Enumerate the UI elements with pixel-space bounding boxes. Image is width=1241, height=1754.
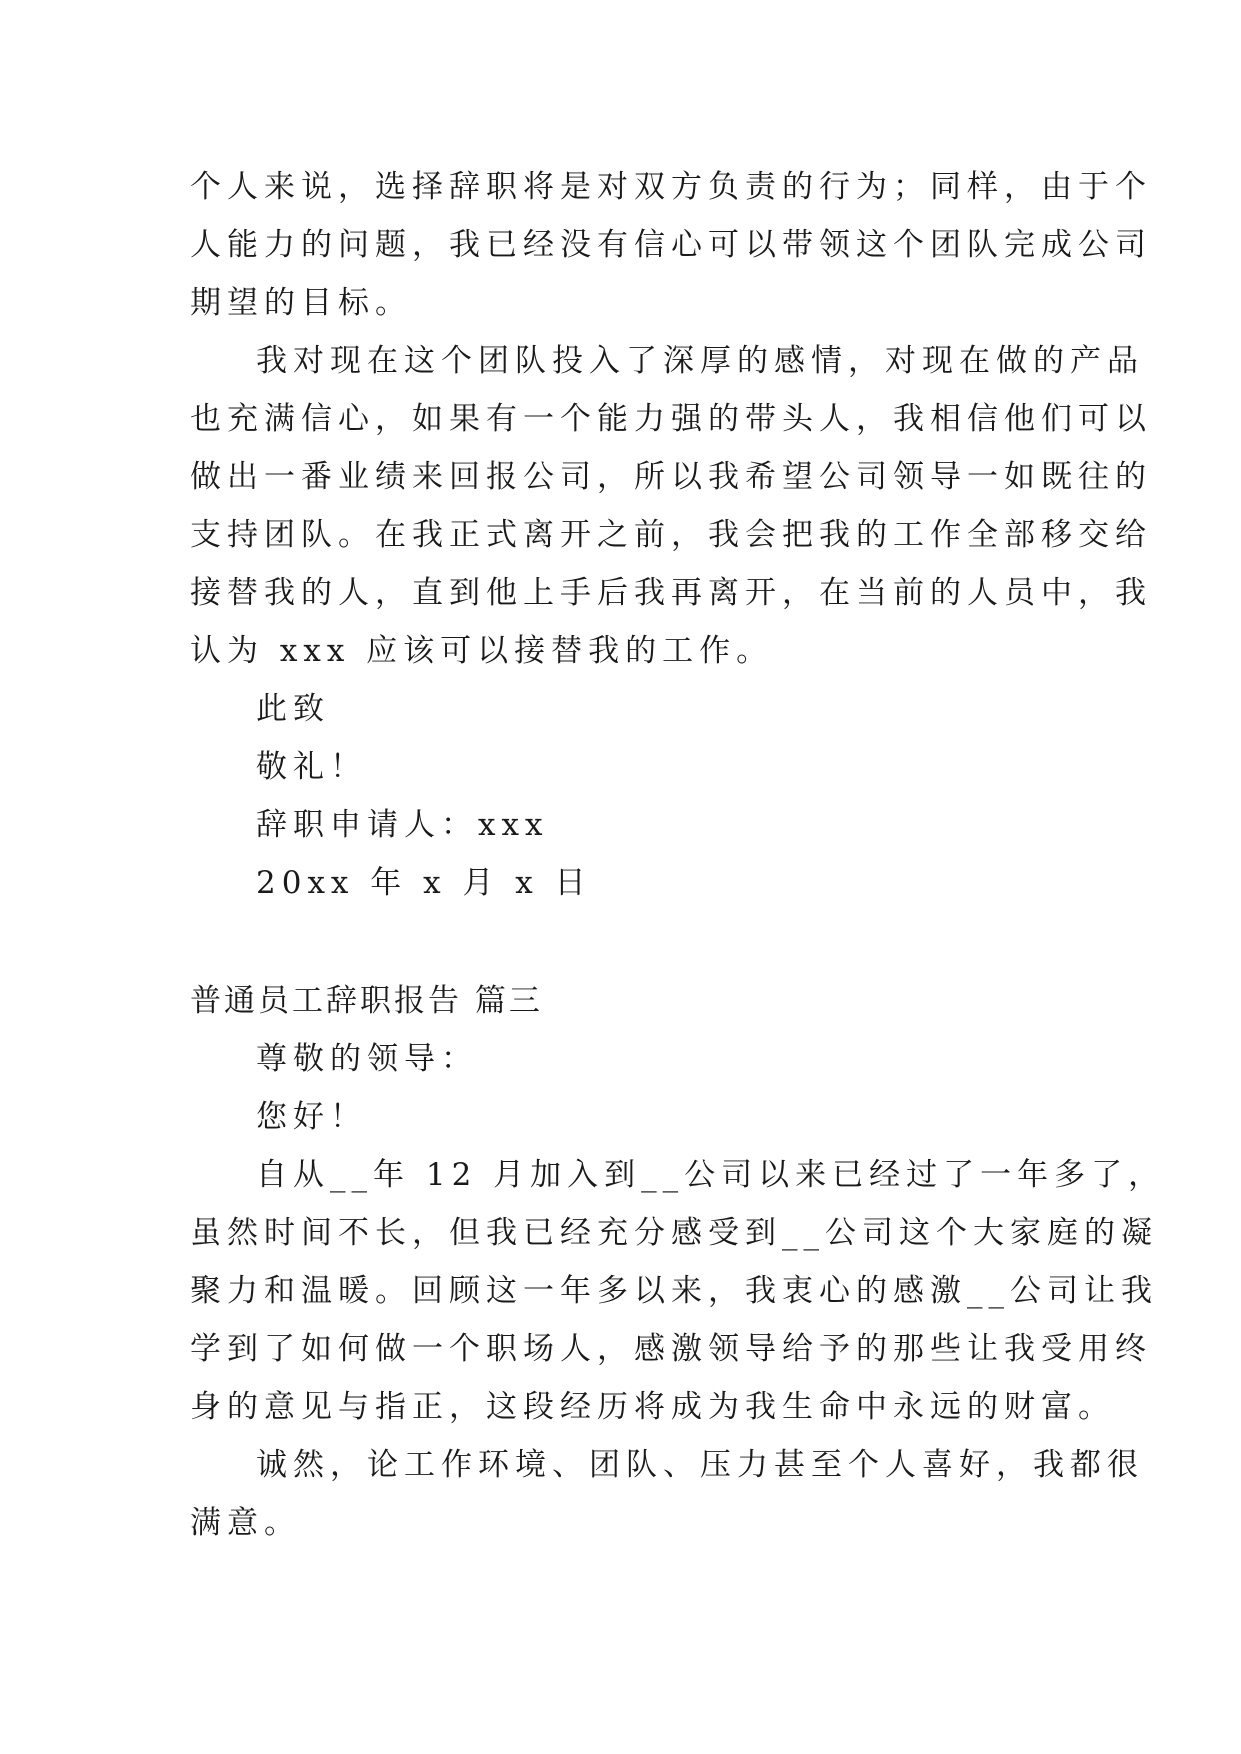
section-spacer: [190, 912, 1060, 972]
document-page: [190, 158, 1166, 1552]
greeting-text: 尊敬的领导：: [256, 1041, 478, 1077]
body-text-line: 我对现在这个团队投入了深厚的感情，对现在做的产品: [256, 343, 1144, 379]
body-text-line: 聚力和温暖。回顾这一年多以来，我衷心的感激__公司让我: [190, 1273, 1158, 1309]
body-text-line: 满意。: [190, 1505, 301, 1541]
body-text-line: 个人来说，选择辞职将是对双方负责的行为；同样，由于个: [190, 169, 1152, 205]
body-text-line: 自从__年 12 月加入到__公司以来已经过了一年多了，: [256, 1157, 1166, 1193]
body-text-line: 做出一番业绩来回报公司，所以我希望公司领导一如既往的: [190, 459, 1152, 495]
body-text-line: 认为 xxx 应该可以接替我的工作。: [190, 633, 774, 669]
body-text-line: 身的意见与指正，这段经历将成为我生命中永远的财富。: [190, 1389, 1115, 1425]
body-text-line: 人能力的问题，我已经没有信心可以带领这个团队完成公司: [190, 227, 1152, 263]
body-text-line: 期望的目标。: [190, 285, 412, 321]
date-text: 20xx 年 x 月 x 日: [256, 865, 592, 901]
hello-text: 您好！: [256, 1099, 367, 1135]
closing-text: 此致: [256, 691, 330, 727]
signer-text: 辞职申请人：xxx: [256, 807, 549, 843]
body-text-line: 诚然，论工作环境、团队、压力甚至个人喜好，我都很: [256, 1447, 1144, 1483]
body-text-line: 支持团队。在我正式离开之前，我会把我的工作全部移交给: [190, 517, 1152, 553]
body-text-line: 学到了如何做一个职场人，感激领导给予的那些让我受用终: [190, 1331, 1152, 1367]
salutation-text: 敬礼！: [256, 749, 367, 785]
body-text-line: 也充满信心，如果有一个能力强的带头人，我相信他们可以: [190, 401, 1152, 437]
section-heading: 普通员工辞职报告 篇三: [190, 983, 543, 1019]
body-text-line: 虽然时间不长，但我已经充分感受到__公司这个大家庭的凝: [190, 1215, 1158, 1251]
body-text-line: 接替我的人，直到他上手后我再离开，在当前的人员中，我: [190, 575, 1152, 611]
